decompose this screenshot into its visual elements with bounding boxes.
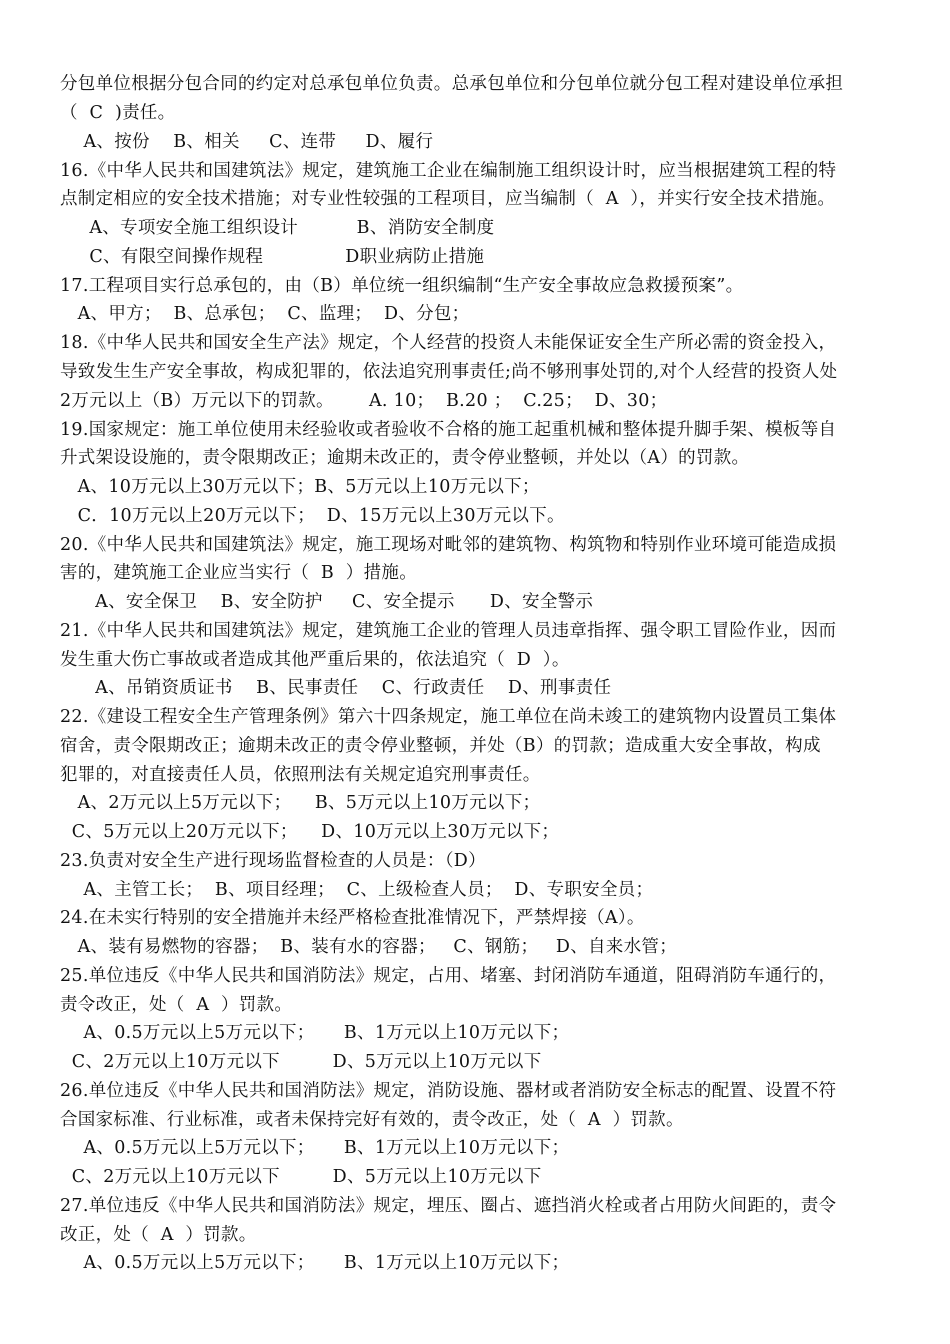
text-line: A、专项安全施工组织设计 B、消防安全制度	[60, 218, 495, 238]
text-line: 导致发生生产安全事故，构成犯罪的，依法追究刑事责任;尚不够刑事处罚的,对个人经营的投资人处	[60, 362, 838, 382]
text-line: 发生重大伤亡事故或者造成其他严重后果的，依法追究（ D ）。	[60, 650, 570, 670]
text-line: A、装有易燃物的容器； B、装有水的容器； C、钢筋； D、自来水管；	[60, 937, 678, 957]
text-line: 26.单位违反《中华人民共和国消防法》规定，消防设施、器材或者消防安全标志的配置、设置不符	[60, 1081, 837, 1101]
text-line: 18.《中华人民共和国安全生产法》规定，个人经营的投资人未能保证安全生产所必需的资金投入，	[60, 333, 837, 353]
text-line: C、有限空间操作规程 D职业病防止措施	[60, 247, 485, 267]
text-line: A、甲方； B、总承包； C、监理； D、分包；	[60, 304, 470, 324]
text-line: 犯罪的，对直接责任人员，依照刑法有关规定追究刑事责任。	[60, 765, 541, 785]
text-line: 升式架设设施的，责令限期改正；逾期未改正的，责令停业整顿，并处以（A）的罚款。	[60, 448, 750, 468]
text-line: A、0.5万元以上5万元以下； B、1万元以上10万元以下；	[60, 1023, 570, 1043]
text-line: C、5万元以上20万元以下； D、10万元以上30万元以下；	[60, 822, 560, 842]
text-line: 2万元以上（B）万元以下的罚款。 A. 10； B.20 ； C.25； D、30；	[60, 391, 668, 411]
text-line: 27.单位违反《中华人民共和国消防法》规定，埋压、圈占、遮挡消火栓或者占用防火间距的，责令	[60, 1196, 837, 1216]
text-line: 责令改正，处（ A ）罚款。	[60, 995, 293, 1015]
text-line: A、0.5万元以上5万元以下； B、1万元以上10万元以下；	[60, 1253, 570, 1273]
text-line: A、0.5万元以上5万元以下； B、1万元以上10万元以下；	[60, 1138, 570, 1158]
text-line: 改正，处（ A ）罚款。	[60, 1225, 257, 1245]
text-line: 24.在未实行特别的安全措施并未经严格检查批准情况下，严禁焊接（A）。	[60, 908, 645, 928]
text-line: （ C )责任。	[60, 103, 176, 123]
text-line: A、主管工长； B、项目经理； C、上级检查人员； D、专职安全员；	[60, 880, 654, 900]
text-line: 23.负责对安全生产进行现场监督检查的人员是：（D）	[60, 851, 486, 871]
text-line: A、2万元以上5万元以下； B、5万元以上10万元以下；	[60, 793, 541, 813]
text-line: 害的，建筑施工企业应当实行（ B ）措施。	[60, 563, 418, 583]
text-line: 点制定相应的安全技术措施；对专业性较强的工程项目，应当编制（ A ），并实行安全技术措施。	[60, 189, 836, 209]
text-line: 合国家标准、行业标准，或者未保持完好有效的，责令改正，处（ A ）罚款。	[60, 1110, 684, 1130]
text-line: 17.工程项目实行总承包的，由（B）单位统一组织编制“生产安全事故应急救援预案”。	[60, 276, 744, 296]
text-line: 19.国家规定：施工单位使用未经验收或者验收不合格的施工起重机械和整体提升脚手架、模板等自	[60, 420, 837, 440]
text-line: 21.《中华人民共和国建筑法》规定，建筑施工企业的管理人员违章指挥、强令职工冒险作业，因而	[60, 621, 837, 641]
text-line: C、2万元以上10万元以下 D、5万元以上10万元以下	[60, 1052, 542, 1072]
text-line: 22.《建设工程安全生产管理条例》第六十四条规定，施工单位在尚未竣工的建筑物内设置员工集体	[60, 707, 837, 727]
text-line: 分包单位根据分包合同的约定对总承包单位负责。总承包单位和分包单位就分包工程对建设单位承担	[60, 74, 844, 94]
text-line: A、按份 B、相关 C、连带 D、履行	[60, 132, 434, 152]
text-line: 16.《中华人民共和国建筑法》规定，建筑施工企业在编制施工组织设计时，应当根据建筑工程的特	[60, 161, 837, 181]
text-line: A、吊销资质证书 B、民事责任 C、行政责任 D、刑事责任	[60, 678, 612, 698]
text-line: 20.《中华人民共和国建筑法》规定，施工现场对毗邻的建筑物、构筑物和特别作业环境可能造成损	[60, 535, 837, 555]
text-line: A、安全保卫 B、安全防护 C、安全提示 D、安全警示	[60, 592, 594, 612]
text-line: A、10万元以上30万元以下；B、5万元以上10万元以下；	[60, 477, 540, 497]
text-line: 宿舍，责令限期改正；逾期未改正的责令停业整顿，并处（B）的罚款；造成重大安全事故，构成	[60, 736, 821, 756]
text-line: C．10万元以上20万元以下； D、15万元以上30万元以下。	[60, 506, 565, 526]
text-line: 25.单位违反《中华人民共和国消防法》规定，占用、堵塞、封闭消防车通道，阻碍消防车通行的，	[60, 966, 837, 986]
text-line: C、2万元以上10万元以下 D、5万元以上10万元以下	[60, 1167, 542, 1187]
